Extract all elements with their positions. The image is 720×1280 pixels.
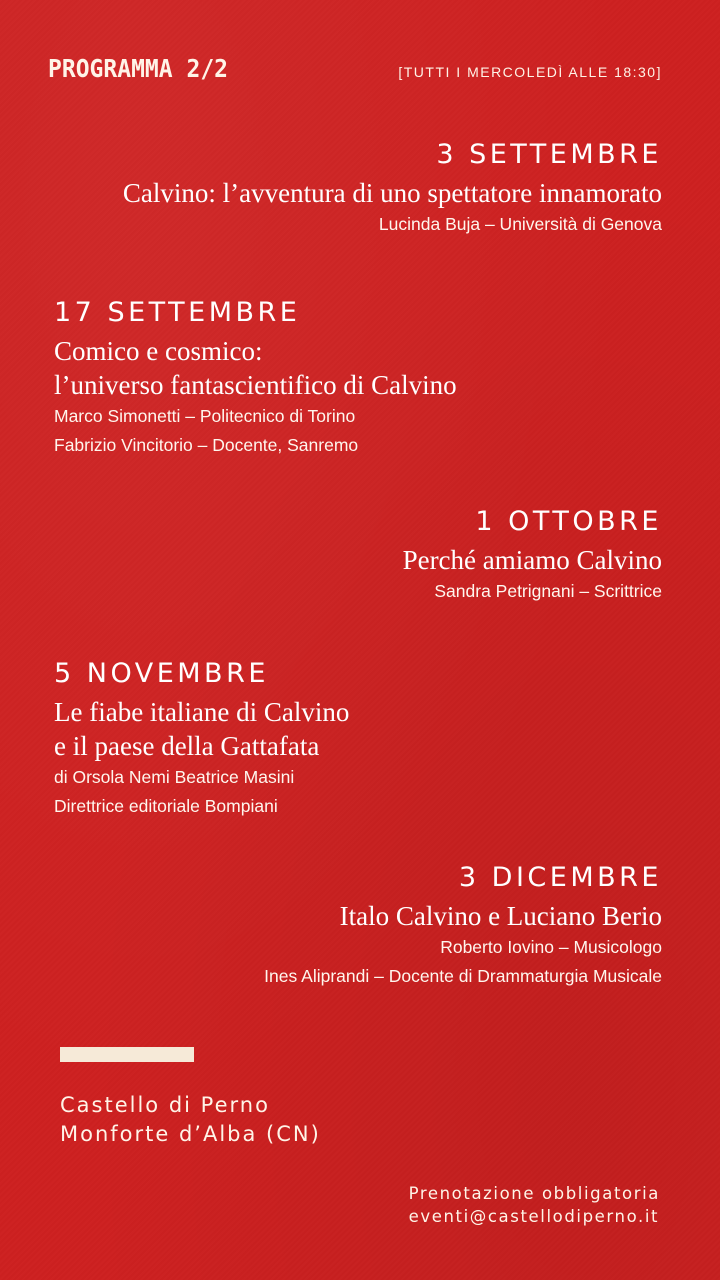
booking-label: Prenotazione obbligatoria bbox=[408, 1184, 660, 1203]
event-speaker: Roberto Iovino – Musicologo bbox=[440, 937, 662, 957]
event-title-line-2: l’universo fantascientifico di Calvino bbox=[54, 370, 457, 400]
decorative-bar bbox=[60, 1047, 194, 1062]
event-date: 1 OTTOBRE bbox=[475, 506, 662, 537]
event-speaker: Direttrice editoriale Bompiani bbox=[54, 796, 278, 816]
event-1-ottobre bbox=[54, 505, 662, 606]
event-date: 3 SETTEMBRE bbox=[436, 139, 662, 170]
event-date: 5 NOVEMBRE bbox=[54, 658, 269, 689]
event-title: Italo Calvino e Luciano Berio bbox=[339, 901, 662, 931]
event-17-settembre bbox=[54, 296, 662, 460]
event-speaker: Sandra Petrignani – Scrittrice bbox=[434, 581, 662, 601]
event-title: Perché amiamo Calvino bbox=[402, 545, 662, 575]
venue bbox=[60, 1091, 321, 1149]
event-speaker: Lucinda Buja – Università di Genova bbox=[378, 214, 662, 234]
event-title-line-1: Comico e cosmico: bbox=[54, 336, 263, 366]
booking-email[interactable]: eventi@castellodiperno.it bbox=[408, 1207, 660, 1226]
event-date: 17 SETTEMBRE bbox=[54, 297, 301, 328]
event-speaker: di Orsola Nemi Beatrice Masini bbox=[54, 767, 295, 787]
event-speaker: Fabrizio Vincitorio – Docente, Sanremo bbox=[54, 435, 359, 455]
booking-info bbox=[409, 1182, 660, 1228]
event-title-line-2: e il paese della Gattafata bbox=[54, 731, 320, 761]
schedule-note: [TUTTI I MERCOLEDÌ ALLE 18:30] bbox=[398, 64, 662, 80]
event-3-dicembre bbox=[54, 861, 662, 991]
event-speaker: Marco Simonetti – Politecnico di Torino bbox=[54, 406, 356, 426]
venue-location: Monforte d’Alba (CN) bbox=[60, 1122, 321, 1146]
event-5-novembre bbox=[54, 657, 662, 821]
event-title: Calvino: l’avventura di uno spettatore innamorato bbox=[122, 178, 662, 208]
program-title: PROGRAMMA 2/2 bbox=[48, 54, 229, 83]
event-title-line-1: Le fiabe italiane di Calvino bbox=[54, 697, 350, 727]
event-speaker: Ines Aliprandi – Docente di Drammaturgia Musicale bbox=[264, 966, 662, 986]
venue-name: Castello di Perno bbox=[60, 1093, 270, 1117]
event-date: 3 DICEMBRE bbox=[458, 862, 662, 893]
event-3-settembre bbox=[54, 138, 662, 239]
